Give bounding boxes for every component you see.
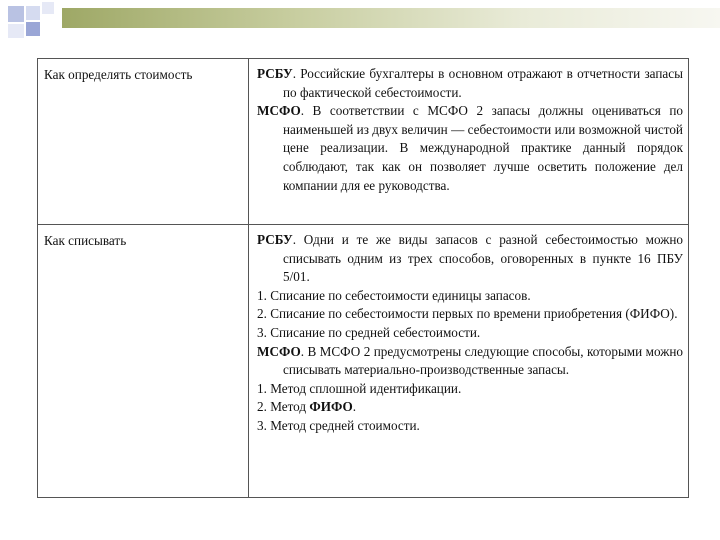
rsbu-valuation-paragraph: РСБУ. Российские бухгалтеры в основном отражают в отчетности запасы по фактической себестоимости.	[257, 66, 683, 100]
list-item: 3. Списание по средней себестоимости.	[257, 324, 481, 340]
row-content	[249, 59, 689, 225]
decor-square-4	[26, 22, 40, 36]
list-item: 1. Метод сплошной идентификации.	[257, 380, 462, 396]
row-content	[249, 225, 689, 498]
rsbu-label: РСБУ	[257, 232, 293, 247]
list-item: 3. Метод средней стоимости.	[257, 417, 420, 433]
list-item: 2. Метод ФИФО.	[257, 399, 357, 415]
list-item: 2. Списание по себестоимости первых по времени приобретения (ФИФО).	[257, 306, 678, 322]
ifrs-valuation-paragraph: МСФО. В соответствии с МСФО 2 запасы должны оцениваться по наименьшей из двух величин — себестоимости или возможной чистой цене реализации. В международной практике данный порядок соблюдают, так как он позволяет лучше осветить положение дел компании для ее руководства.	[257, 103, 683, 193]
row-label: Как определять стоимость	[38, 59, 249, 225]
decor-square-5	[8, 24, 24, 38]
table-row	[38, 225, 689, 498]
decor-square-2	[26, 6, 40, 20]
ifrs-label: МСФО	[257, 343, 301, 359]
rsbu-label: РСБУ	[257, 66, 293, 81]
table-row	[38, 59, 689, 225]
list-item: 1. Списание по себестоимости единицы запасов.	[257, 287, 531, 303]
decor-top-bar	[62, 8, 720, 28]
ifrs-label: МСФО	[257, 103, 301, 119]
row-label: Как списывать	[38, 225, 249, 498]
ifrs-writeoff-paragraph: МСФО. В МСФО 2 предусмотрены следующие способы, которыми можно списывать материально-производственные запасы.	[257, 343, 683, 378]
decor-square-1	[8, 6, 24, 22]
comparison-table	[37, 58, 689, 498]
decor-square-3	[42, 2, 54, 14]
rsbu-writeoff-paragraph: РСБУ. Одни и те же виды запасов с разной себестоимостью можно списывать одним из трех способов, оговоренных в пункте 16 ПБУ 5/01.	[257, 232, 683, 285]
